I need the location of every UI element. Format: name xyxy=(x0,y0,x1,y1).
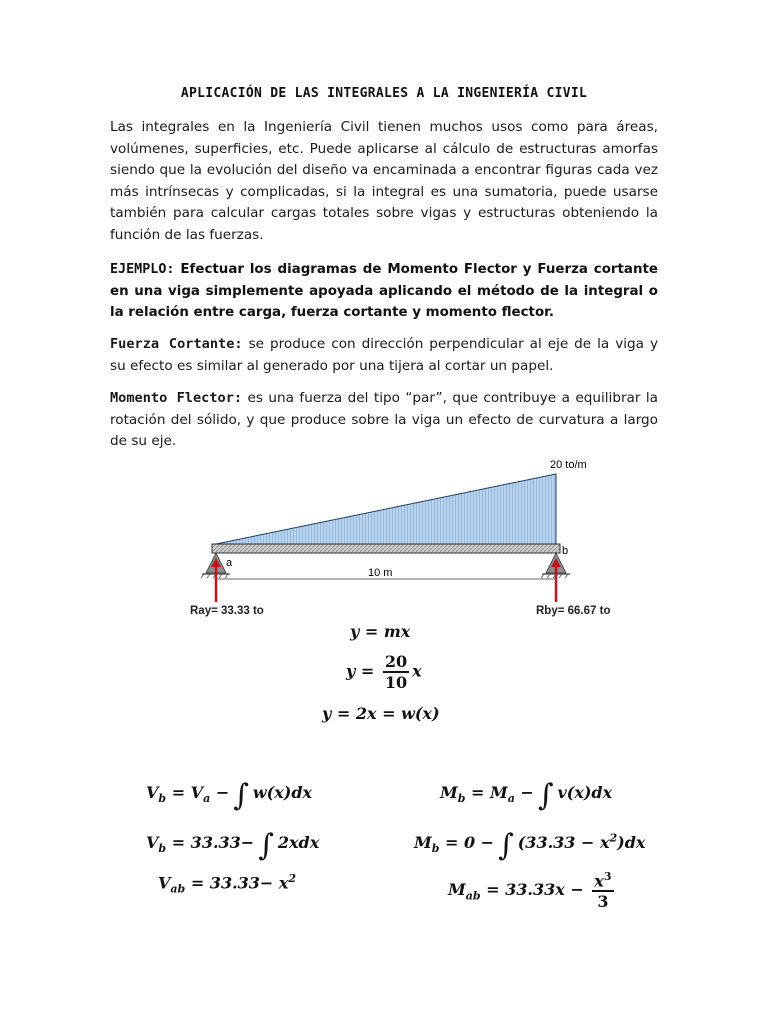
mab-mid: = 33.33x − xyxy=(486,880,584,900)
mab-num-var: x xyxy=(594,871,604,891)
equation-shear-substituted xyxy=(146,828,319,863)
mb2-integrand-b: )dx xyxy=(617,833,646,852)
beam xyxy=(212,544,560,553)
equation-slope-lhs: y = xyxy=(346,661,375,681)
mb1-minus: − xyxy=(520,783,534,802)
equation-moment-result xyxy=(448,870,617,911)
equation-moment-substituted xyxy=(414,828,645,863)
mab-numerator xyxy=(592,870,613,892)
integral-sign-icon: ∫ xyxy=(258,828,274,863)
shear-paragraph xyxy=(110,334,658,377)
vab-lhs: V xyxy=(158,873,171,893)
shear-text: se produce con dirección perpendicular al eje de la viga y su efecto es similar al generado por una tijera al cortar un papel. xyxy=(110,336,658,374)
mab-fraction xyxy=(592,870,613,911)
mb2-mid: = 0 − xyxy=(445,833,495,852)
load-label: 20 to/m xyxy=(550,459,587,471)
span-label: 10 m xyxy=(368,567,393,579)
equation-slope-var: x xyxy=(412,661,422,681)
moment-term: Momento Flector: xyxy=(110,390,243,406)
vb1-minus: − xyxy=(215,783,230,802)
equation-load-function: y = 2x = w(x) xyxy=(322,704,440,723)
vb1-mid: = V xyxy=(171,783,204,802)
integral-sign-icon: ∫ xyxy=(233,778,249,813)
moment-text: es una fuerza del tipo “par”, que contribuye a equilibrar la rotación del sólido, y que produce sobre la viga un efecto de curvatura a largo de su eje. xyxy=(110,390,658,450)
vb1-lhs: V xyxy=(146,783,159,802)
reaction-b-label: Rby= 66.67 to xyxy=(536,605,611,617)
vb1-sub2: a xyxy=(203,792,211,806)
mb1-integrand: v(x)dx xyxy=(557,783,613,802)
mb2-lhs: M xyxy=(414,833,432,852)
support-b-label: b xyxy=(562,545,569,557)
equation-slope-denominator: 10 xyxy=(384,673,408,692)
equation-moment-general xyxy=(440,778,612,813)
mb2-integrand-a: (33.33 − x xyxy=(517,833,610,852)
vb2-mid: = 33.33− xyxy=(171,833,255,852)
intro-paragraph: Las integrales en la Ingeniería Civil tienen muchos usos como para áreas, volúmenes, superficies, etc. Puede aplicarse al cálculo de estructuras amorfas siendo que la evolución del diseño va encaminada a encontrar figuras cada vez más intrínsecas y complicadas, si la integral es una sumatoria, puede usarse también para calcular cargas totales sobre vigas y estructuras obteniendo la función de las fuerzas. xyxy=(110,119,658,243)
mb1-mid: = M xyxy=(471,783,508,802)
equation-slope xyxy=(346,652,422,692)
moment-paragraph xyxy=(110,388,658,453)
triangular-load xyxy=(216,474,556,544)
vab-sup: 2 xyxy=(288,872,297,885)
mb2-sub: b xyxy=(431,842,440,856)
equation-line: y = mx xyxy=(350,622,411,641)
mab-denominator: 3 xyxy=(597,892,609,912)
reaction-arrow-b xyxy=(551,558,561,602)
mb1-sub: b xyxy=(457,792,466,806)
integral-sign-icon: ∫ xyxy=(498,828,514,863)
mab-sub: ab xyxy=(465,889,481,903)
reaction-a-label: Ray= 33.33 to xyxy=(190,605,264,617)
vab-sub: ab xyxy=(170,882,186,896)
page-title: APLICACIÓN DE LAS INTEGRALES A LA INGENIERÍA CIVIL xyxy=(180,86,588,101)
support-a-label: a xyxy=(226,557,233,569)
vb1-integrand: w(x)dx xyxy=(252,783,313,802)
shear-term: Fuerza Cortante: xyxy=(110,336,243,352)
vb2-lhs: V xyxy=(146,833,159,852)
beam-diagram xyxy=(160,452,620,622)
equation-slope-fraction xyxy=(383,652,409,692)
equation-shear-general xyxy=(146,778,312,813)
vb2-integrand: 2xdx xyxy=(277,833,320,852)
mb1-lhs: M xyxy=(440,783,458,802)
reaction-arrow-a xyxy=(211,558,221,602)
mb2-sup: 2 xyxy=(609,831,618,845)
mab-num-sup: 3 xyxy=(603,870,612,883)
equation-slope-numerator: 20 xyxy=(384,652,408,671)
integral-sign-icon: ∫ xyxy=(537,778,554,813)
equation-shear-result xyxy=(158,872,296,896)
mb1-sub2: a xyxy=(507,792,515,806)
mab-lhs: M xyxy=(448,880,466,900)
example-label: EJEMPLO: xyxy=(110,262,175,277)
vb1-sub: b xyxy=(158,792,167,806)
example-paragraph xyxy=(110,259,658,324)
example-text: Efectuar los diagramas de Momento Flector y Fuerza cortante en una viga simplemente apoyada aplicando el método de la integral o la relación entre carga, fuerza cortante y momento flector. xyxy=(110,262,658,321)
vab-mid: = 33.33− x xyxy=(190,873,289,893)
vb2-sub: b xyxy=(158,842,167,856)
